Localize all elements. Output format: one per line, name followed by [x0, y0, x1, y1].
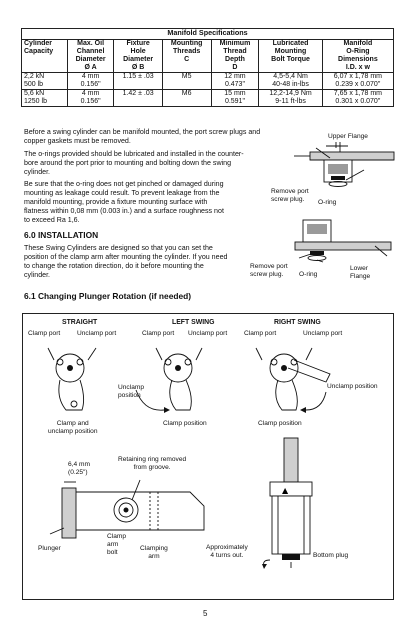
text-line: to change the rotation direction, do it before mounting the [24, 262, 204, 270]
cell-line: 4 mm [81, 90, 100, 97]
flange-plate [295, 242, 391, 250]
text-line: cylinder. [24, 271, 51, 279]
header-line: Diameter [75, 56, 106, 63]
table-header-cell [162, 40, 211, 73]
remove-port-screw-plug-label-2 [250, 263, 288, 279]
table-header-cell [22, 40, 68, 73]
text-line: Before a swing cylinder can be manifold mounted, the port screw plugs and [24, 128, 261, 136]
unclamp-port-label-1: Unclamp port [77, 330, 117, 337]
header-line: D [232, 64, 238, 71]
dimension-label [68, 461, 90, 477]
header-line: O-Ring [346, 48, 370, 55]
table-header-row [22, 40, 394, 73]
intro-paragraph-2 [24, 150, 289, 177]
cylinder-bottom-diagram [262, 436, 322, 570]
table-cell [211, 90, 259, 107]
port-plug [310, 251, 324, 255]
label-line: arm [148, 553, 160, 560]
header-line: I.D. x w [345, 64, 370, 71]
port-plug [331, 176, 345, 180]
table-cell [259, 90, 322, 107]
label-line: Lower [350, 265, 368, 272]
table-cell [322, 90, 393, 107]
cell-line: 0.591" [224, 98, 245, 105]
label-line: position [118, 392, 141, 399]
header-line: Diameter [123, 56, 154, 63]
text-line: to exceed Ra 1,6. [24, 216, 80, 224]
left-swing-arm-diagram [136, 348, 202, 413]
cell-line: 1250 lb [24, 98, 47, 105]
table-row [22, 90, 394, 107]
label-line: arm [107, 541, 119, 548]
clamp-port-label-2: Clamp port [142, 330, 175, 337]
text-line: position of the clamp arm after mounting the cylinder. If you need [24, 253, 228, 261]
header-line: Ø A [84, 64, 97, 71]
table-cell [22, 90, 68, 107]
label-line: Unclamp [118, 384, 145, 391]
header-line: Minimum [219, 40, 251, 47]
label-line: Clamping [140, 545, 168, 552]
label-line: bolt [107, 549, 118, 556]
label-line: Approximately [206, 544, 248, 551]
header-line: Channel [76, 48, 105, 55]
text-line: cylinder. [24, 168, 51, 176]
clamping-arm-label [140, 545, 168, 561]
header-line: Threads [173, 48, 201, 55]
header-line: Thread [223, 48, 247, 55]
clamp-and-unclamp-position-label [48, 420, 97, 436]
table-header-cell [322, 40, 393, 73]
arrow-marking: ▲ [282, 486, 289, 495]
bottom-plug-shape [282, 554, 300, 560]
lower-flange-label [350, 265, 370, 281]
retaining-ring-label [118, 456, 186, 472]
bottom-plug-label: Bottom plug [313, 552, 349, 559]
cell-line: 12 mm [224, 73, 246, 80]
table-cell [162, 90, 211, 107]
table-row [22, 73, 394, 90]
cell-line: 0.301 x 0.070" [335, 98, 381, 105]
swing-direction-diagrams [26, 338, 381, 422]
label-line: Remove port [250, 263, 288, 270]
clamp-port-label-1: Clamp port [28, 330, 61, 337]
header-line: Dimensions [338, 56, 378, 63]
label-line: 4 turns out. [210, 552, 244, 559]
text-line: flatness within 0,08 mm (0.003 in.) and a surface roughness not [24, 207, 224, 215]
label-line: Clamp and [56, 420, 89, 427]
label-line: Flange [350, 273, 371, 280]
table-header-cell [259, 40, 322, 73]
label-line: (0.25") [68, 469, 88, 476]
clamp-position-label-2: Clamp position [258, 420, 302, 427]
table-title: Manifold Specifications [22, 29, 394, 40]
left-swing-title: LEFT SWING [172, 319, 215, 326]
plunger-rod [284, 438, 298, 482]
label-line: Remove port [271, 188, 309, 195]
header-line: Bolt Torque [271, 56, 310, 63]
intro-paragraph-3 [24, 180, 274, 225]
header-line: Manifold [343, 40, 373, 47]
lower-flange-diagram [283, 218, 395, 264]
header-line: Capacity [24, 48, 54, 55]
table-cell [114, 90, 162, 107]
section-6-heading: 6.0 INSTALLATION [24, 230, 99, 240]
header-line: Fixture [126, 40, 150, 47]
manifold-specifications-table [21, 28, 394, 107]
table-cell [114, 73, 162, 90]
unclamp-port-label-3: Unclamp port [303, 330, 343, 337]
table-cell [67, 90, 114, 107]
text-line: bore around the port prior to mounting and bolting down the swing [24, 159, 232, 167]
unclamp-port-label-2: Unclamp port [188, 330, 228, 337]
right-swing-arm-diagram [256, 348, 330, 413]
approximately-turns-label [206, 544, 248, 560]
header-line: Max. Oil [77, 40, 105, 47]
oring-label-2: O-ring [299, 271, 318, 278]
section-6-1-heading: 6.1 Changing Plunger Rotation (if needed) [24, 291, 192, 301]
text-line: mounting as leakage could result. To prevent leakage from the [24, 189, 220, 197]
oring-shape [308, 256, 326, 261]
table-cell [67, 73, 114, 90]
unclamp-position-right-label: Unclamp position [327, 383, 378, 390]
upper-flange-label: Upper Flange [328, 133, 368, 140]
table-cell [162, 73, 211, 90]
cell-line: 15 mm [224, 90, 246, 97]
cell-line: 4 mm [81, 73, 100, 80]
oring-label-1: O-ring [318, 199, 337, 206]
table-cell [322, 73, 393, 90]
cell-line: 0.473" [224, 81, 245, 88]
right-swing-title: RIGHT SWING [274, 319, 321, 326]
cell-line: 0.156" [80, 98, 101, 105]
text-line: Be sure that the o-ring does not get pinched or damaged during [24, 180, 224, 188]
clamp-position-label-1: Clamp position [163, 420, 207, 427]
cell-line: 0.156" [80, 81, 101, 88]
header-line: Mounting [170, 40, 203, 47]
cell-line: 7,65 x 1,78 mm [333, 90, 382, 97]
header-line: Depth [225, 56, 245, 63]
cell-line: 6,07 x 1,78 mm [333, 73, 382, 80]
plunger-label: Plunger [38, 545, 61, 552]
header-line: Mounting [274, 48, 307, 55]
table-header-cell [114, 40, 162, 73]
text-line: The o-rings provided should be lubricated and installed in the counter- [24, 150, 244, 158]
cell-line: M6 [181, 90, 192, 97]
clamp-port-label-3: Clamp port [244, 330, 277, 337]
table-cell [259, 73, 322, 90]
table-header-cell [67, 40, 114, 73]
intro-paragraph-1 [24, 128, 289, 146]
plunger-detail-diagram [40, 478, 230, 542]
header-line: Hole [130, 48, 146, 55]
table-cell [22, 73, 68, 90]
upper-flange-diagram [286, 140, 396, 202]
header-line: Cylinder [24, 40, 53, 47]
header-line: C [184, 56, 190, 63]
header-line: Ø B [131, 64, 145, 71]
label-line: 6,4 mm [68, 461, 90, 468]
label-line: from groove. [133, 464, 171, 471]
label-line: unclamp position [48, 428, 98, 435]
cell-line: M5 [181, 73, 192, 80]
table-header-cell [211, 40, 259, 73]
label-line: screw plug. [271, 196, 305, 203]
label-line: screw plug. [250, 271, 284, 278]
cell-line: 12,2-14,9 Nm [269, 90, 312, 97]
clamp-arm-bolt-label [107, 533, 126, 557]
cell-line: 40-48 in-lbs [272, 81, 309, 88]
header-line: Lubricated [272, 40, 309, 47]
cell-line: 4,5-5,4 Nm [273, 73, 308, 80]
cell-line: 9-11 ft-lbs [275, 98, 306, 105]
page-number: 5 [203, 609, 208, 618]
label-line: Clamp [107, 533, 127, 540]
straight-arm-diagram [48, 348, 96, 410]
cell-line: 0.239 x 0.070" [335, 81, 381, 88]
text-line: copper gaskets must be removed. [24, 137, 131, 145]
text-line: These Swing Cylinders are designed so that you can set the [24, 244, 213, 252]
unclamp-position-label [118, 384, 144, 400]
straight-title: STRAIGHT [62, 319, 98, 326]
cell-line: 1.42 ± .03 [122, 90, 154, 97]
section-6-paragraph [24, 244, 282, 280]
table-cell [211, 73, 259, 90]
text-line: manifold mounting, provide a fixture mounting surface with [24, 198, 208, 206]
label-line: Retaining ring removed [118, 456, 187, 463]
cell-line: 5,6 kN [24, 90, 45, 97]
cell-line: 1.15 ± .03 [122, 73, 154, 80]
cell-line: 500 lb [24, 81, 44, 88]
cell-line: 2,2 kN [24, 73, 45, 80]
plunger-shape [62, 488, 76, 538]
